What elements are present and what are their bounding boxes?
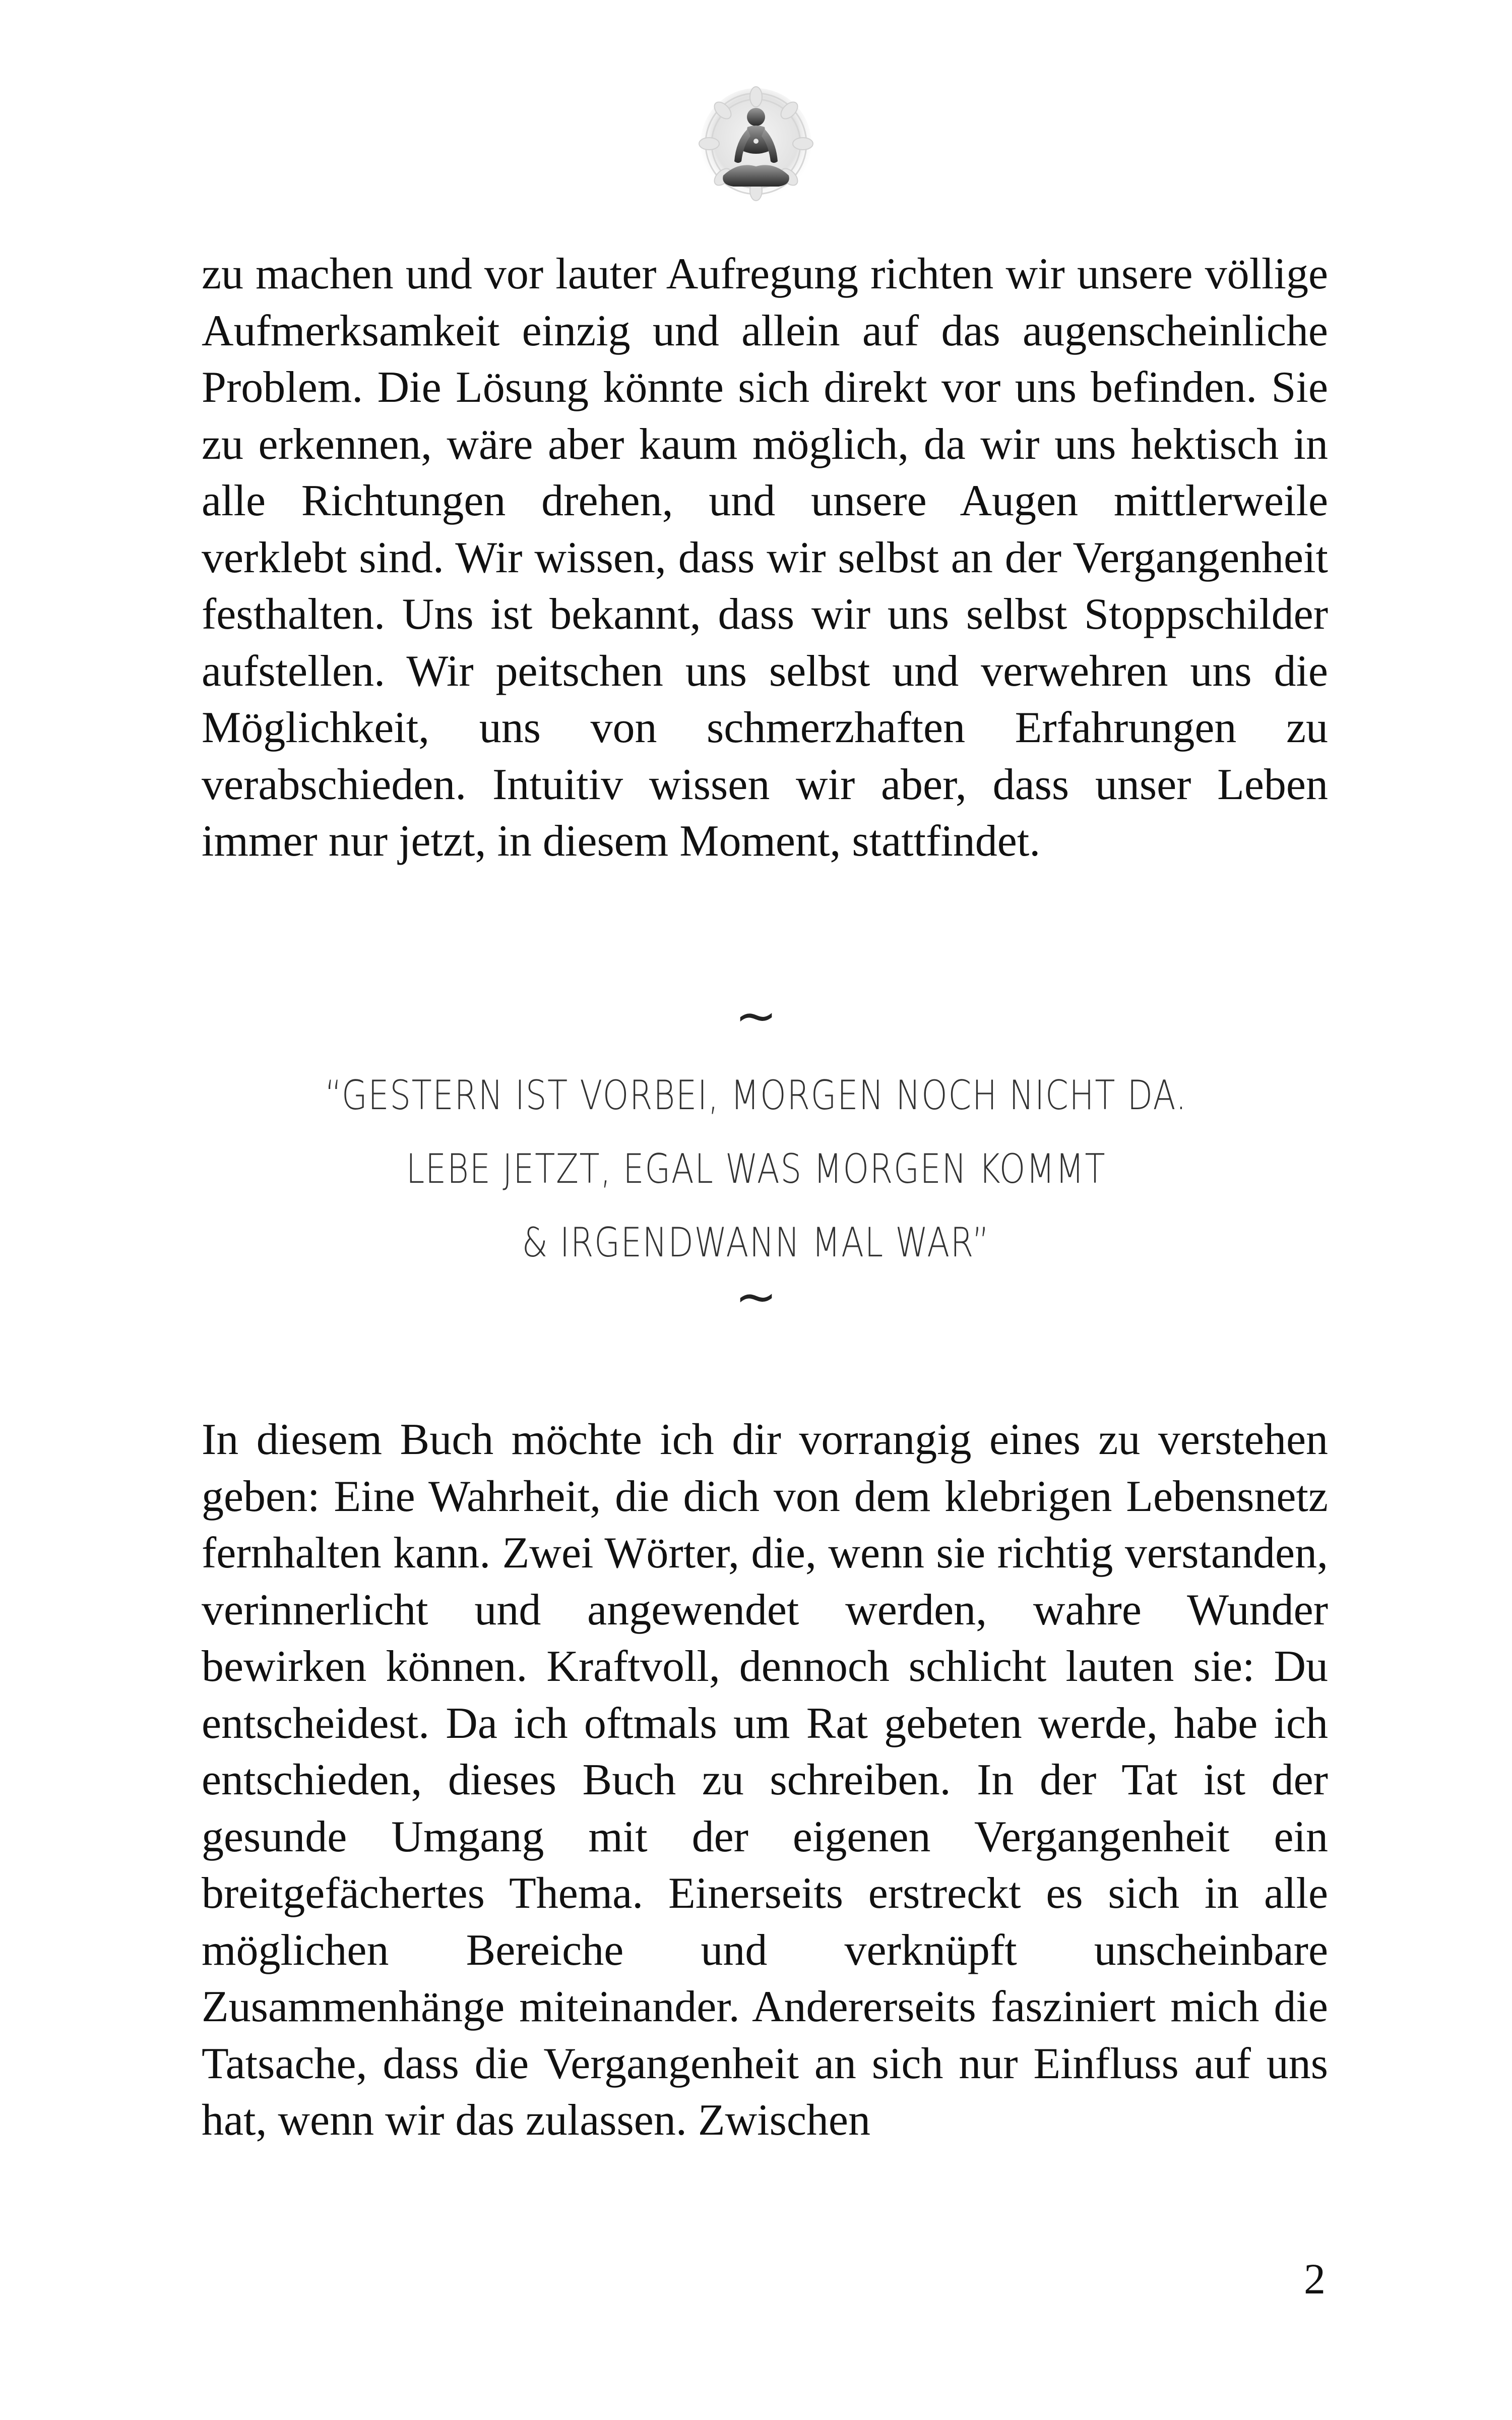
body-paragraph-2: In diesem Buch möchte ich dir vorrangig eines zu verstehen geben: Eine Wahrheit, die dich von dem klebrigen Lebensnetz fernhalten kann. Zwei Wörter, die, wenn sie richtig verstanden, verinnerlicht und angewendet werden, wahre Wunder bewirken können. Kraftvoll, dennoch schlicht lauten sie: Du entscheidest. Da ich oftmals um Rat gebeten werde, habe ich entschieden, dieses Buch zu schreiben. In der Tat ist der gesunde Umgang mit der eigenen Vergangenheit ein breitgefächertes Thema. Einerseits erstreckt es sich in alle möglichen Bereiche und verknüpft unscheinbare Zusammenhänge miteinander. Andererseits fasziniert mich die Tatsache, dass die Vergangenheit an sich nur Einfluss auf uns hat, wenn wir das zulassen. Zwischen	[202, 1415, 1328, 2145]
body-paragraph-1: zu machen und vor lauter Aufregung richten wir unsere völlige Aufmerksamkeit einzig und allein auf das augenscheinliche Problem. Die Lösung könnte sich direkt vor uns befinden. Sie zu erkennen, wäre aber kaum möglich, da wir uns hektisch in alle Richtungen drehen, und unsere Augen mittlerweile verklebt sind. Wir wissen, dass wir selbst an der Vergangenheit festhalten. Uns ist bekannt, dass wir uns selbst Stoppschilder aufstellen. Wir peitschen uns selbst und verwehren uns die Möglichkeit, uns von schmerzhaften Erfahrungen zu verabschieden. Intuitiv wissen wir aber, dass unser Leben immer nur jetzt, in diesem Moment, stattfindet.	[202, 250, 1328, 866]
meditation-figure-icon	[688, 86, 824, 212]
page-number: 2	[1304, 2255, 1326, 2303]
quote-line-3: & IRGENDWANN MAL WAR”	[522, 1219, 990, 1266]
quote-divider-top: ~	[735, 986, 777, 1045]
quote-block	[0, 1059, 1512, 1280]
quote-divider-bottom: ~	[735, 1267, 777, 1326]
quote-line-2: LEBE JETZT, EGAL WAS MORGEN KOMMT	[406, 1145, 1106, 1192]
quote-line-1: “GESTERN IST VORBEI, MORGEN NOCH NICHT DA.	[325, 1072, 1187, 1119]
